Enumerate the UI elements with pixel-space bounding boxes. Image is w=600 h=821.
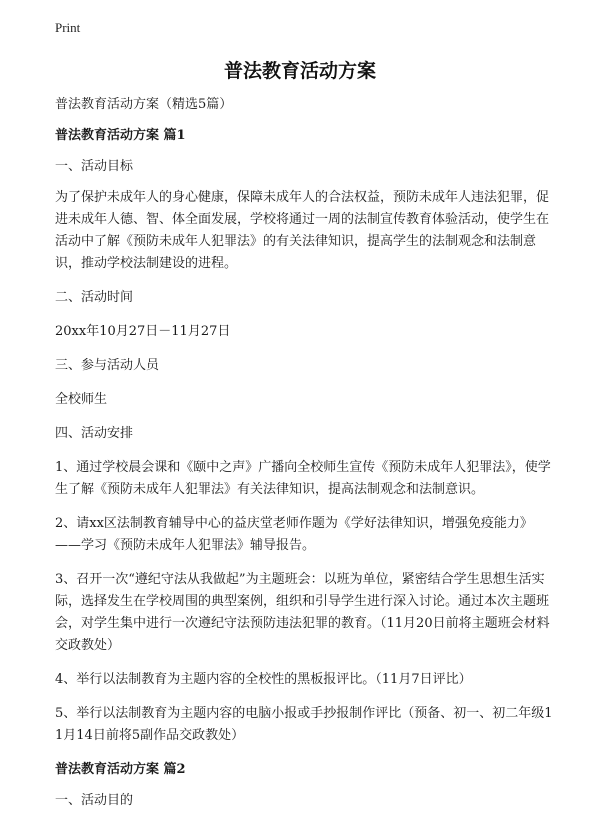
section-item-heading: 一、活动目标	[55, 159, 134, 174]
paragraph: 2、请xx区法制教育辅导中心的益庆堂老师作题为《学好法律知识，增强免疫能力》——学习《预防未成年人犯罪法》辅导报告。	[55, 516, 533, 553]
paragraph: 1、通过学校晨会课和《颐中之声》广播向全校师生宣传《预防未成年人犯罪法》，使学生了解《预防未成年人犯罪法》有关法律知识，提高法制观念和法制意识。	[55, 460, 551, 497]
section-item-heading: 一、活动目的	[55, 793, 134, 808]
print-link[interactable]: Print	[55, 20, 81, 35]
section-item-heading: 四、活动安排	[55, 426, 134, 441]
document-title: 普法教育活动方案	[223, 60, 376, 82]
section-heading: 普法教育活动方案 篇2	[55, 762, 186, 777]
section-item-heading: 三、参与活动人员	[55, 358, 160, 373]
section-2	[55, 759, 555, 812]
document-subtitle: 普法教育活动方案（精选5篇）	[55, 97, 233, 112]
paragraph: 4、举行以法制教育为主题内容的全校性的黑板报评比。（11月7日评比）	[55, 672, 472, 687]
document-body	[55, 94, 555, 821]
paragraph: 全校师生	[55, 392, 108, 407]
paragraph: 3、召开一次“遵纪守法从我做起”为主题班会：以班为单位，紧密结合学生思想生活实际，选择发生在学校周围的典型案例，组织和引导学生进行深入讨论。通过本次主题班会，对学生集中进行一次遵纪守法预防违法犯罪的教育。（11月20日前将主题班会材料交政教处）	[55, 572, 550, 653]
paragraph: 5、举行以法制教育为主题内容的电脑小报或手抄报制作评比（预备、初一、初二年级11月14日前将5副作品交政教处）	[55, 706, 553, 743]
paragraph: 为了保护未成年人的身心健康，保障未成年人的合法权益，预防未成年人违法犯罪，促进未成年人德、智、体全面发展，学校将通过一周的法制宣传教育体验活动，使学生在活动中了解《预防未成年人犯罪法》的有关法律知识，提高学生的法制观念和法制意识，推动学校法制建设的进程。	[55, 190, 550, 271]
section-heading: 普法教育活动方案 篇1	[55, 128, 186, 143]
section-item-heading: 二、活动时间	[55, 290, 134, 305]
section-1	[55, 125, 555, 747]
paragraph: 20xx年10月27日－11月27日	[55, 324, 231, 339]
